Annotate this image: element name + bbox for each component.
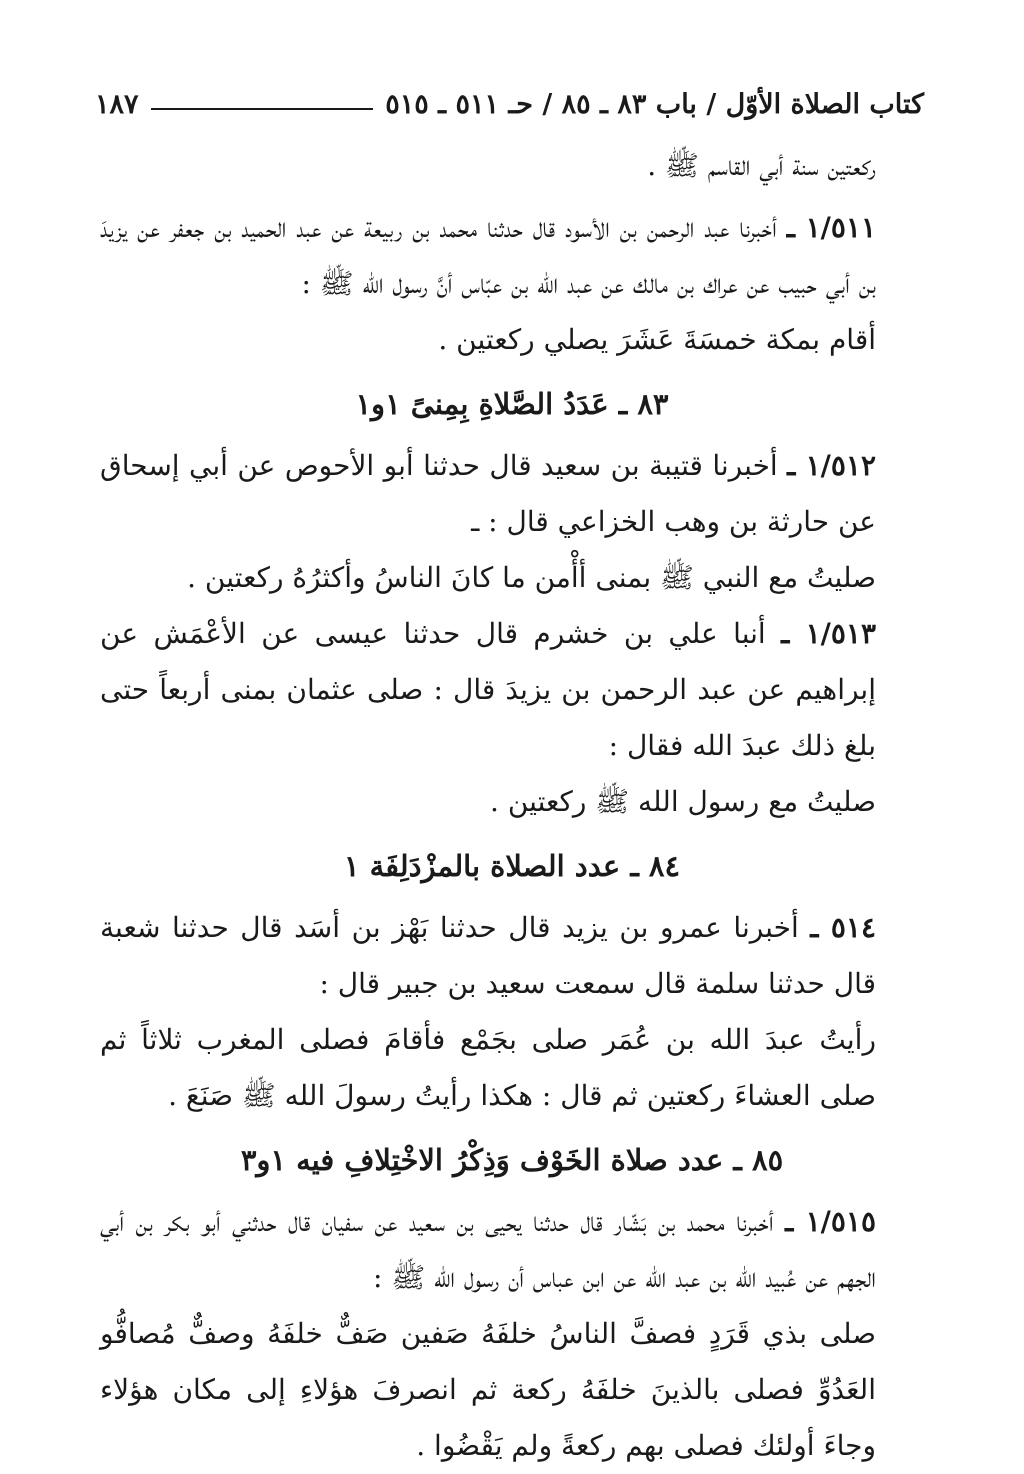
matn-text: أقام بمكة خمسَةَ عَشَرَ يصلي ركعتين . — [438, 323, 876, 356]
matn-text: رأيتُ عبدَ الله بن عُمَر صلى بجَمْع فأقامَ فصلى المغرب ثلاثاً ثم صلى العشاءَ ركعتين ثم قال : هكذا رأيتُ رسولَ الله ﷺ صَنَعَ . — [100, 1023, 876, 1112]
header-title: كتاب الصلاة الأوّل / باب ٨٣ ـ ٨٥ / حـ ٥١١ ـ ٥١٥ — [385, 89, 924, 120]
line-text: ركعتين سنة أبي القاسم ﷺ . — [647, 149, 876, 182]
header-rule — [151, 108, 374, 110]
hadith-511 — [100, 200, 924, 312]
running-header — [95, 80, 924, 120]
page-body — [100, 138, 924, 1474]
hadith-number: ٥١٤ ـ — [810, 911, 877, 944]
chapter-heading-84: ٨٤ ـ عدد الصلاة بالمزْدَلِفَة ١ — [343, 849, 681, 883]
hadith-matn — [100, 312, 924, 368]
matn-text: صلى بذي قَرَدٍ فصفَّ الناسُ خلفَهُ صَفين صَفٌّ خلفَهُ وصفٌّ مُصافُّو العَدُوِّ فصلى بالذينَ خلفَهُ ركعة ثم انصرفَ هؤلاءِ إلى مكان هؤلاء وجاءَ أولئك فصلى بهم ركعةً ولم يَقْضُوا . — [100, 1317, 876, 1462]
chapter-heading-83: ٨٣ ـ عَدَدُ الصَّلاةِ بِمِنىً ١و١ — [355, 387, 669, 421]
hadith-514 — [100, 900, 924, 1012]
hadith-isnad: أنبا علي بن خشرم قال حدثنا عيسى عن الأعْمَش عن إبراهيم عن عبد الرحمن بن يزيدَ قال : صلى عثمان بمنى أربعاً حتى بلغ ذلك عبدَ الله فقال : — [100, 617, 876, 762]
hadith-isnad: أخبرنا قتيبة بن سعيد قال حدثنا أبو الأحوص عن أبي إسحاق عن حارثة بن وهب الخزاعي قال : ـ — [100, 449, 876, 538]
matn-text: صليتُ مع رسول الله ﷺ ركعتين . — [490, 785, 876, 818]
hadith-matn — [100, 1306, 924, 1474]
page-number: ١٨٧ — [95, 89, 139, 120]
matn-text: صليتُ مع النبي ﷺ بمنى أأْمن ما كانَ الناسُ وأكثرُهُ ركعتين . — [187, 561, 876, 594]
text-line — [100, 138, 924, 194]
hadith-isnad: أخبرنا محمد بن بَشّار قال حدثنا يحيى بن سعيد عن سفيان قال حدثني أبو بكر بن أبي الجهم عن عُبيد الله بن عبد الله عن ابن عباس أن رسول الله ﷺ : — [100, 1205, 876, 1294]
hadith-isnad: أخبرنا عبد الرحمن بن الأسود قال حدثنا محمد بن ربيعة عن عبد الحميد بن جعفر عن يزيدَ بن أبي حبيب عن عراك بن مالك عن عبد الله بن عبّاس أنَّ رسول الله ﷺ : — [100, 211, 876, 300]
chapter-heading-85: ٨٥ ـ عدد صلاة الخَوْف وَذِكْرُ الاخْتِلافِ فيه ١و٣ — [240, 1143, 784, 1177]
hadith-513 — [100, 606, 924, 774]
hadith-matn — [100, 774, 924, 830]
hadith-matn — [100, 1012, 924, 1124]
hadith-515 — [100, 1194, 924, 1306]
hadith-number: ١/٥١٥ ـ — [785, 1205, 876, 1238]
hadith-number: ١/٥١٢ ـ — [787, 449, 877, 482]
hadith-number: ١/٥١١ ـ — [786, 211, 876, 244]
hadith-isnad: أخبرنا عمرو بن يزيد قال حدثنا بَهْز بن أسَد قال حدثنا شعبة قال حدثنا سلمة قال سمعت سعيد بن جبير قال : — [100, 911, 876, 1000]
hadith-512 — [100, 438, 924, 550]
hadith-matn — [100, 550, 924, 606]
hadith-number: ١/٥١٣ ـ — [781, 617, 877, 650]
